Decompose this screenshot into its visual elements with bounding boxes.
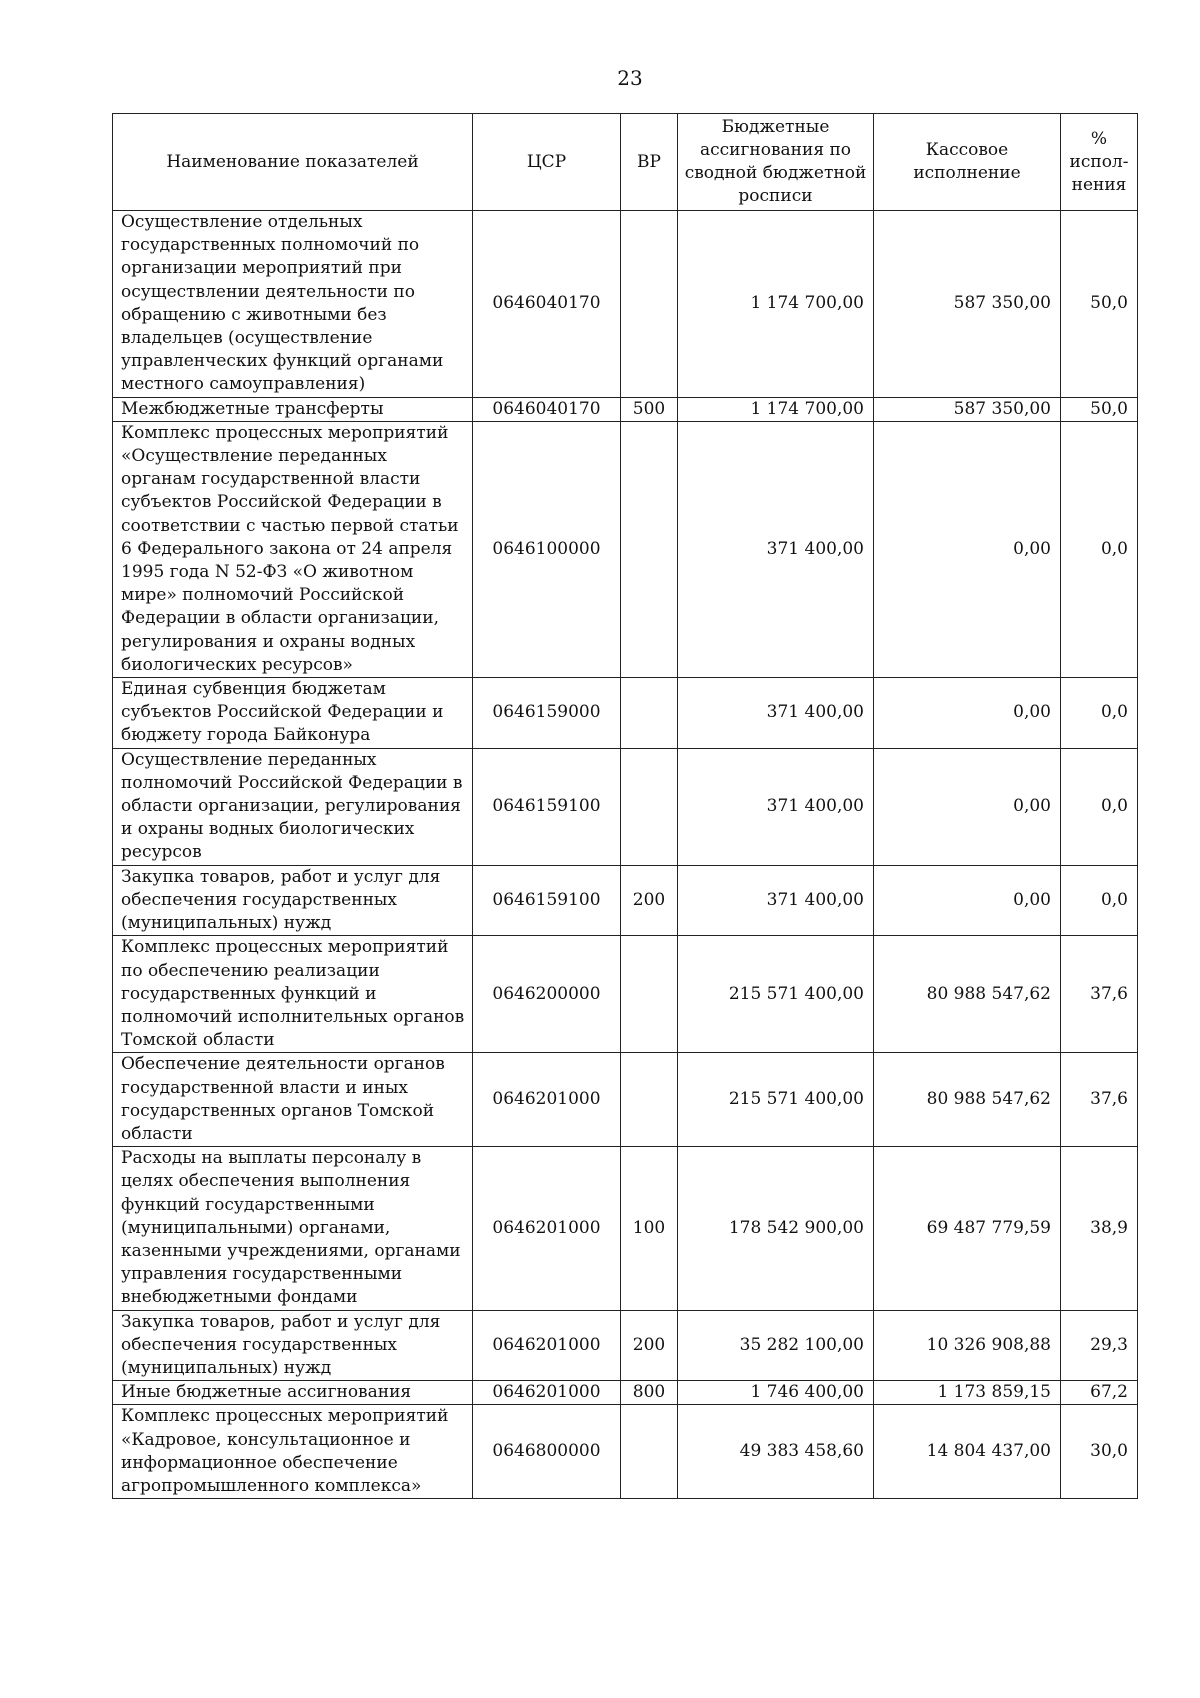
cell-budget-allocations: 1 174 700,00 [678,397,874,421]
cell-vr: 100 [621,1147,678,1310]
cell-budget-allocations: 1 174 700,00 [678,211,874,398]
table-row [113,421,1138,677]
cell-indicator-name: Расходы на выплаты персоналу в целях обеспечения выполнения функций государственными (муниципальными) органами, казенными учреждениями, органами управления государственными внебюджетными фондами [113,1147,473,1310]
cell-budget-allocations: 371 400,00 [678,748,874,865]
cell-cash-execution: 0,00 [874,678,1061,749]
cell-cash-execution: 69 487 779,59 [874,1147,1061,1310]
header-vr: ВР [621,114,678,211]
cell-budget-allocations: 215 571 400,00 [678,936,874,1053]
table-row [113,1310,1138,1381]
table-row [113,1053,1138,1147]
cell-execution-percent: 37,6 [1061,936,1138,1053]
cell-csr: 0646100000 [473,421,621,677]
cell-csr: 0646201000 [473,1310,621,1381]
table-row [113,397,1138,421]
cell-cash-execution: 14 804 437,00 [874,1405,1061,1499]
cell-csr: 0646200000 [473,936,621,1053]
cell-csr: 0646040170 [473,211,621,398]
cell-execution-percent: 29,3 [1061,1310,1138,1381]
header-execution-percent: % испол-нения [1061,114,1138,211]
cell-indicator-name: Закупка товаров, работ и услуг для обеспечения государственных (муниципальных) нужд [113,865,473,936]
cell-vr: 800 [621,1381,678,1405]
cell-indicator-name: Комплекс процессных мероприятий «Осуществление переданных органам государственной власти субъектов Российской Федерации в соответствии с частью первой статьи 6 Федерального закона от 24 апреля 1995 года N 52-ФЗ «О животном мире» полномочий Российской Федерации в области организации, регулирования и охраны водных биологических ресурсов» [113,421,473,677]
header-csr: ЦСР [473,114,621,211]
cell-budget-allocations: 178 542 900,00 [678,1147,874,1310]
cell-indicator-name: Осуществление переданных полномочий Российской Федерации в области организации, регулирования и охраны водных биологических ресурсов [113,748,473,865]
cell-vr: 500 [621,397,678,421]
cell-csr: 0646201000 [473,1147,621,1310]
cell-indicator-name: Иные бюджетные ассигнования [113,1381,473,1405]
cell-vr [621,421,678,677]
table-row [113,211,1138,398]
page-number: 23 [617,66,643,90]
cell-cash-execution: 1 173 859,15 [874,1381,1061,1405]
cell-cash-execution: 0,00 [874,865,1061,936]
cell-indicator-name: Обеспечение деятельности органов государственной власти и иных государственных органов Томской области [113,1053,473,1147]
table-row [113,1147,1138,1310]
cell-budget-allocations: 49 383 458,60 [678,1405,874,1499]
cell-execution-percent: 50,0 [1061,211,1138,398]
table-header-row [113,114,1138,211]
budget-execution-table [112,113,1138,1499]
cell-csr: 0646201000 [473,1053,621,1147]
table-row [113,1405,1138,1499]
cell-csr: 0646159100 [473,748,621,865]
table-row [113,936,1138,1053]
cell-cash-execution: 0,00 [874,421,1061,677]
table-body [113,211,1138,1499]
cell-execution-percent: 37,6 [1061,1053,1138,1147]
cell-vr [621,748,678,865]
cell-vr [621,678,678,749]
table-row [113,678,1138,749]
cell-execution-percent: 38,9 [1061,1147,1138,1310]
cell-execution-percent: 0,0 [1061,678,1138,749]
cell-csr: 0646201000 [473,1381,621,1405]
cell-indicator-name: Межбюджетные трансферты [113,397,473,421]
cell-csr: 0646800000 [473,1405,621,1499]
header-budget-allocations: Бюджетные ассигнования по сводной бюджетной росписи [678,114,874,211]
cell-indicator-name: Единая субвенция бюджетам субъектов Российской Федерации и бюджету города Байконура [113,678,473,749]
cell-csr: 0646040170 [473,397,621,421]
table-row [113,865,1138,936]
cell-csr: 0646159100 [473,865,621,936]
cell-budget-allocations: 215 571 400,00 [678,1053,874,1147]
cell-vr: 200 [621,865,678,936]
cell-cash-execution: 587 350,00 [874,397,1061,421]
cell-budget-allocations: 1 746 400,00 [678,1381,874,1405]
cell-indicator-name: Осуществление отдельных государственных полномочий по организации мероприятий при осуществлении деятельности по обращению с животными без владельцев (осуществление управленческих функций органами местного самоуправления) [113,211,473,398]
cell-vr [621,936,678,1053]
cell-budget-allocations: 371 400,00 [678,678,874,749]
cell-execution-percent: 50,0 [1061,397,1138,421]
cell-indicator-name: Комплекс процессных мероприятий «Кадровое, консультационное и информационное обеспечение агропромышленного комплекса» [113,1405,473,1499]
cell-budget-allocations: 35 282 100,00 [678,1310,874,1381]
table-row [113,748,1138,865]
header-indicator-name: Наименование показателей [113,114,473,211]
cell-execution-percent: 30,0 [1061,1405,1138,1499]
cell-vr [621,1405,678,1499]
cell-cash-execution: 587 350,00 [874,211,1061,398]
cell-execution-percent: 0,0 [1061,748,1138,865]
cell-cash-execution: 0,00 [874,748,1061,865]
cell-indicator-name: Закупка товаров, работ и услуг для обеспечения государственных (муниципальных) нужд [113,1310,473,1381]
cell-cash-execution: 10 326 908,88 [874,1310,1061,1381]
cell-vr: 200 [621,1310,678,1381]
cell-execution-percent: 67,2 [1061,1381,1138,1405]
cell-vr [621,1053,678,1147]
cell-budget-allocations: 371 400,00 [678,421,874,677]
table-row [113,1381,1138,1405]
cell-csr: 0646159000 [473,678,621,749]
table-header [113,114,1138,211]
cell-execution-percent: 0,0 [1061,421,1138,677]
cell-execution-percent: 0,0 [1061,865,1138,936]
cell-indicator-name: Комплекс процессных мероприятий по обеспечению реализации государственных функций и полномочий исполнительных органов Томской области [113,936,473,1053]
cell-vr [621,211,678,398]
cell-budget-allocations: 371 400,00 [678,865,874,936]
header-cash-execution: Кассовое исполнение [874,114,1061,211]
cell-cash-execution: 80 988 547,62 [874,936,1061,1053]
cell-cash-execution: 80 988 547,62 [874,1053,1061,1147]
